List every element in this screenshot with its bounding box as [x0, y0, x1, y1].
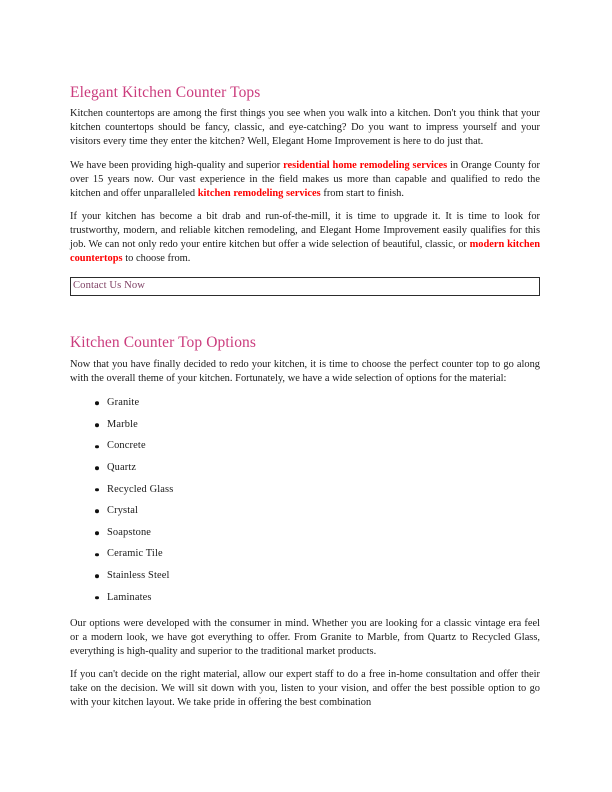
paragraph-text: Kitchen countertops are among the first things you see when you walk into a kitchen. Don't you think that your kitchen countertops should be fancy, classic, and eye-catching? Do you want to impress yourself and your visitors every time they enter the kitchen? Well, Elegant Home Improvement is here to do just that. [70, 108, 540, 148]
list-item [70, 436, 540, 458]
bullet-icon [95, 445, 99, 449]
bullet-icon [95, 488, 99, 492]
list-item [70, 393, 540, 415]
paragraph-text-run: We have been providing high-quality and superior [70, 159, 284, 171]
contact-us-link[interactable]: Contact Us Now [73, 280, 146, 292]
options-heading: Kitchen Counter Top Options [70, 334, 257, 352]
list-item [70, 457, 540, 479]
bullet-icon [95, 553, 99, 557]
bullet-icon [95, 466, 99, 470]
page-title: Elegant Kitchen Counter Tops [70, 84, 261, 101]
list-item [70, 544, 540, 566]
kitchen-remodeling-link[interactable]: kitchen remodeling services [197, 187, 321, 199]
list-item-label: Laminates [107, 591, 152, 603]
bullet-icon [95, 510, 99, 514]
list-item-label: Quartz [107, 462, 137, 474]
paragraph-text-run: from start to finish. [320, 187, 404, 199]
modern-countertops-link[interactable]: modern kitchen countertops [70, 239, 540, 265]
list-item [70, 522, 540, 544]
list-item-label: Soapstone [107, 526, 152, 538]
bullet-icon [95, 574, 99, 578]
list-item-label: Recycled Glass [107, 483, 174, 495]
consultation-paragraph [70, 668, 540, 710]
list-item [70, 587, 540, 609]
upgrade-paragraph [70, 210, 540, 266]
list-item-label: Ceramic Tile [107, 548, 163, 560]
residential-remodeling-link[interactable]: residential home remodeling services [283, 159, 448, 171]
list-item-label: Stainless Steel [107, 570, 170, 582]
intro-paragraph [70, 107, 540, 149]
paragraph-text: Our options were developed with the consumer in mind. Whether you are looking for a classic vintage era feel or a modern look, we have got everything to offer. From Granite to Marble, from Quartz to Recycled Glass, everything is high-quality and superior to the traditional market products. [70, 617, 540, 657]
paragraph-text: Now that you have finally decided to redo your kitchen, it is time to choose the perfect counter top to go along with the overall theme of your kitchen. Fortunately, we have a wide selection of options for the material: [70, 358, 540, 384]
list-item [70, 414, 540, 436]
list-item [70, 501, 540, 523]
paragraph-text-run: If your kitchen has become a bit drab and run-of-the-mill, it is time to upgrade it. It is time to look for trustworthy, modern, and reliable kitchen remodeling, and Elegant Home Improvement easily qualifies for this job. We can not only redo your entire kitchen but offer a wide selection of beautiful, classic, or [70, 210, 540, 251]
contact-us-box[interactable] [70, 277, 540, 296]
options-summary-paragraph [70, 617, 540, 659]
list-item [70, 479, 540, 501]
options-intro-paragraph [70, 358, 540, 386]
list-item-label: Concrete [107, 440, 146, 452]
list-item [70, 565, 540, 587]
document-content [70, 84, 540, 710]
material-options-list [70, 393, 540, 609]
bullet-icon [95, 596, 99, 600]
paragraph-text-run: to choose from. [122, 253, 191, 265]
list-item-label: Crystal [107, 505, 139, 517]
paragraph-text: If you can't decide on the right material, allow our expert staff to do a free in-home consultation and offer their take on the decision. We will sit down with you, listen to your vision, and offer the best possible option to go with your kitchen layout. We take pride in offering the best combination [70, 668, 540, 709]
list-item-label: Granite [107, 397, 140, 409]
bullet-icon [95, 402, 99, 406]
bullet-icon [95, 423, 99, 427]
bullet-icon [95, 531, 99, 535]
paragraph-text-run: in Orange County for over 15 years now. Our vast experience in the field makes us more than capable and qualified to redo the kitchen and offer unparalleled [70, 159, 541, 199]
services-paragraph [70, 159, 540, 201]
section-spacer [70, 296, 540, 334]
list-item-label: Marble [107, 418, 138, 430]
